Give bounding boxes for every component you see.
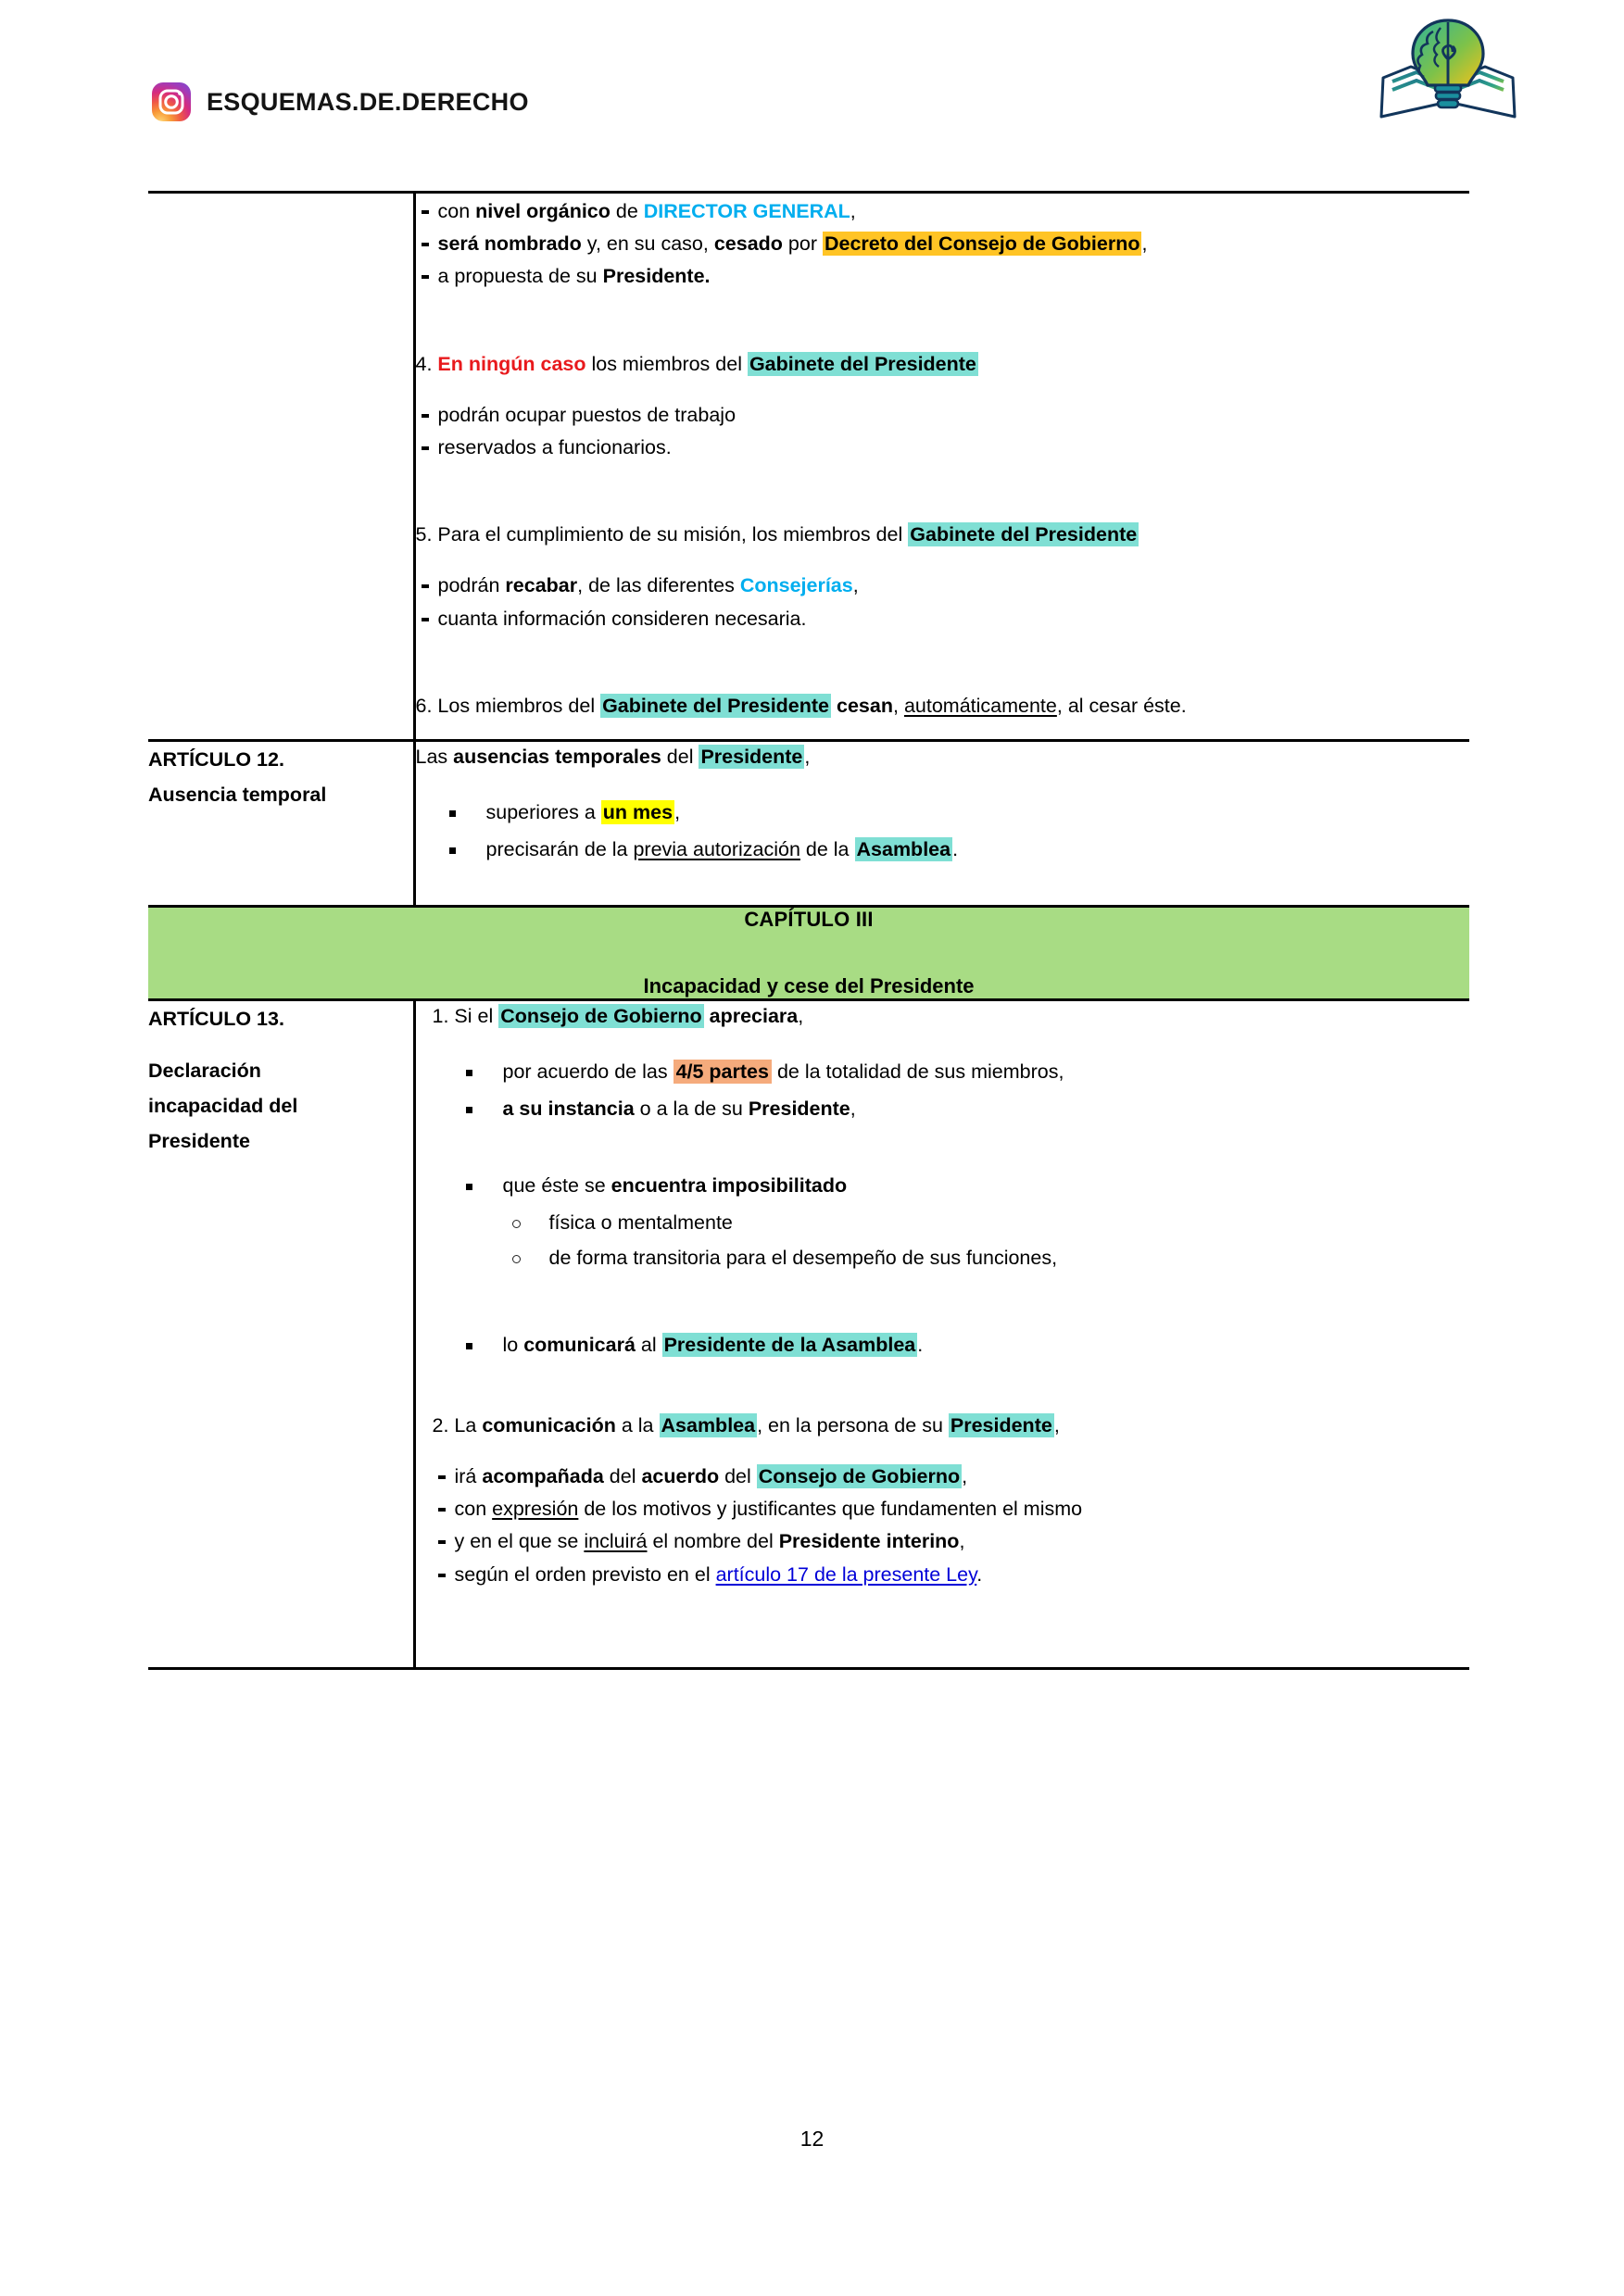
highlighted-text: Gabinete del Presidente [749,352,976,375]
list-item [416,197,1470,226]
article-13-item2-lead-text [448,1413,1059,1437]
highlighted-text: Gabinete del Presidente [602,694,830,717]
highlighted-text: Presidente [700,745,803,768]
text-run: Si el [448,1004,499,1027]
text-run: según el orden previsto en el [454,1562,716,1586]
spacer [416,721,1470,739]
text-run: podrán [437,574,506,597]
table-row-articulo-13 [148,999,1469,1668]
text-run: , [674,801,681,824]
numbered-paragraph-4 [416,349,1470,379]
text-run: de la totalidad de sus miembros, [771,1060,1064,1083]
underlined-text: expresión [492,1498,579,1521]
text-run: Presidente interino [778,1530,960,1553]
text-run: apreciara [709,1004,799,1027]
highlighted-text: un mes [602,801,674,824]
article-12-number: ARTÍCULO 12. [148,747,284,771]
item-number: 5. [415,523,433,546]
spacer [433,1031,1470,1049]
text-run: del [719,1465,757,1488]
lead-bullet-list [416,197,1470,292]
text-run: Para el cumplimiento de su misión, los miembros del [437,523,909,546]
article-12-content-cell [414,740,1469,906]
item5-bullet-text-0 [438,574,859,596]
text-run: de la [799,838,855,861]
text-run: o a la de su [634,1097,749,1120]
highlighted-text: Presidente de la Asamblea [663,1333,916,1356]
inline-link[interactable]: artículo 17 de la presente Ley [715,1562,977,1586]
numbered-paragraph-6 [416,691,1470,721]
text-run: , en la persona de su [757,1413,949,1437]
continuation-content-cell [414,193,1469,741]
spacer [416,379,1470,397]
spacer [416,549,1470,568]
text-run: irá [454,1465,483,1488]
numbered-paragraph-5 [416,520,1470,549]
item5-lead-text [437,522,1139,546]
text-run: con [454,1498,493,1521]
table-row-chapter-banner [148,906,1469,999]
text-run: comunicación [482,1413,616,1437]
text-run: lo [502,1333,524,1356]
text-run: cesan [837,694,893,717]
list-item [416,835,1470,864]
text-run: reservados a funcionarios. [437,435,672,458]
text-run: , [1053,1413,1060,1437]
list-item [433,1058,1470,1086]
text-run: En ningún caso [437,352,586,375]
numbered-paragraph-2 [433,1411,1470,1440]
text-run: , [959,1530,965,1553]
item-number: 2. [432,1413,449,1437]
text-run: , [852,574,859,597]
article-12-lead-text [416,745,811,769]
article-13-item1-subbullet-0 [549,1211,733,1234]
text-run: del [661,745,699,768]
page-number: 12 [799,2127,825,2151]
page-header [0,0,1624,185]
text-run: a la [615,1413,660,1437]
text-run: , al cesar éste. [1056,694,1187,717]
text-run: precisarán de la [485,838,634,861]
text-run: de [610,200,644,222]
table-row-continuation [148,193,1469,741]
article-13-item2-bullet-2 [455,1530,965,1552]
list-item [416,433,1470,462]
article-12-bullet-list [416,798,1470,864]
item-number: 1. [432,1004,449,1027]
text-run: Los miembros del [437,694,601,717]
article-13-content-cell [414,999,1469,1668]
brand-block [151,82,529,122]
article-label-cell-empty [148,193,414,741]
text-run: , [962,1465,968,1488]
list-item [416,262,1470,291]
article-13-number: ARTÍCULO 13. [148,1007,284,1030]
spacer [433,1368,1470,1411]
table-row-articulo-12 [148,740,1469,906]
text-run: acompañada [482,1465,604,1488]
article-13-item1-lead-text [448,1004,803,1028]
chapter-banner [148,906,1469,999]
text-run: física o mentalmente [548,1211,733,1235]
text-run: acuerdo [641,1465,720,1488]
article-13-label-cell [148,999,414,1668]
text-run: al [635,1333,662,1356]
spacer [433,1440,1470,1459]
text-run: con [437,200,476,222]
article-13-title-line2: incapacidad del [148,1095,298,1118]
spacer [433,1647,1470,1667]
list-item [433,1209,1470,1237]
list-item [416,798,1470,827]
list-item [433,1462,1470,1491]
item1-sub-bullet-list [433,1209,1470,1273]
item4-bullet-text-0 [438,404,736,426]
brand-name: ESQUEMAS.DE.DERECHO [207,87,529,116]
text-run: el nombre del [647,1530,779,1553]
text-run: de los motivos y justificantes que fundamenten el mismo [578,1498,1083,1521]
text-run: encuentra imposibilitado [611,1174,848,1198]
text-run: recabar [505,574,578,597]
spacer [433,1280,1470,1323]
text-run: Las [415,745,454,768]
text-run: a su instancia [502,1097,635,1120]
item1-bullet-c [433,1331,1470,1360]
item-number: 6. [415,694,433,717]
article-13-title-line3: Presidente [148,1130,250,1153]
document-table [148,191,1469,1670]
item1-bullet-list-a [433,1058,1470,1123]
text-run: cesado [713,232,783,256]
article-13-item2-bullet-0 [455,1464,968,1488]
item1-bullet-b [433,1172,1470,1200]
text-run: . [976,1562,983,1586]
article-13-item2-bullet-1 [455,1498,1083,1520]
item5-bullet-list [416,571,1470,633]
highlighted-text: Consejo de Gobierno [758,1465,961,1488]
highlighted-text: 4/5 partes [674,1060,772,1084]
spacer [416,466,1470,520]
text-run: por acuerdo de las [502,1060,674,1083]
text-run: nivel orgánico [475,200,611,222]
lead-bullet-text-1 [438,232,1148,256]
highlighted-text: Asamblea [661,1413,756,1437]
highlighted-text: Asamblea [856,838,951,861]
spacer [148,1036,413,1053]
highlighted-text: Decreto del Consejo de Gobierno [824,232,1140,256]
item4-lead-text [437,352,977,376]
spacer [416,637,1470,691]
numbered-paragraph-1 [433,1001,1470,1031]
text-run: La [448,1413,483,1437]
list-item [416,605,1470,634]
list-item[interactable] [433,1561,1470,1589]
text-run: será nombrado [437,232,582,256]
text-run: superiores a [485,801,601,824]
chapter-subtitle: Incapacidad y cese del Presidente [643,973,975,997]
list-item [433,1095,1470,1123]
list-item [433,1331,1470,1360]
text-run: podrán ocupar puestos de trabajo [437,403,736,426]
text-run: Presidente. [602,265,711,288]
article-13-item1-bullet-1 [503,1098,856,1120]
underlined-text: automáticamente [903,694,1057,717]
item2-bullet-list [433,1462,1470,1589]
spacer [416,772,1470,790]
spacer [433,1132,1470,1163]
lead-bullet-text-2 [438,265,711,287]
item6-text [437,694,1186,718]
list-item [433,1172,1470,1200]
text-run: , [804,745,811,768]
text-run: y en el que se [454,1530,585,1553]
list-item [416,571,1470,600]
spacer [416,295,1470,349]
text-run: , [798,1004,804,1027]
text-run: , [850,200,856,222]
text-run: . [952,838,959,861]
instagram-icon [151,82,192,122]
item4-bullet-list [416,401,1470,462]
list-item [416,230,1470,258]
text-run: de forma transitoria para el desempeño de sus funciones, [548,1247,1058,1270]
item4-bullet-text-1 [438,436,672,458]
text-run: Consejerías [739,574,853,597]
text-run: Presidente [748,1097,850,1120]
text-run: los miembros del [585,352,748,375]
item5-bullet-text-1 [438,608,807,630]
text-run: , de las diferentes [577,574,740,597]
list-item [416,401,1470,430]
highlighted-text: Gabinete del Presidente [910,523,1138,546]
article-12-title: Ausencia temporal [148,784,327,807]
text-run: que éste se [502,1174,611,1198]
text-run: del [603,1465,642,1488]
text-run: y, en su caso, [581,232,714,256]
article-13-title-line1: Declaración [148,1059,261,1082]
text-run: DIRECTOR GENERAL [643,200,850,222]
article-13-item1-bullet-b [503,1174,848,1197]
chapter-title: CAPÍTULO III [744,907,874,931]
lead-bullet-text-0 [438,200,856,222]
article-12-label-cell [148,740,414,906]
text-run: a propuesta de su [437,265,603,288]
highlighted-text: Presidente [950,1413,1052,1437]
text-run: , [892,694,904,717]
article-12-bullet-text-1 [486,837,959,861]
text-run: . [917,1333,924,1356]
text-run: , [1141,232,1148,256]
text-run: ausencias temporales [453,745,661,768]
text-run: comunicará [523,1333,636,1356]
article-13-item2-bullet-3 [455,1563,983,1586]
article-12-bullet-text-0 [486,800,681,824]
article-13-item1-bullet-0 [503,1060,1064,1084]
underlined-text: incluirá [584,1530,648,1553]
list-item [433,1495,1470,1524]
highlighted-text: Consejo de Gobierno [500,1004,702,1027]
list-item [433,1527,1470,1556]
list-item [433,1244,1470,1273]
brain-lightbulb-book-logo [1355,13,1541,124]
text-run: por [782,232,823,256]
article-13-item1-bullet-c [503,1333,924,1357]
text-run: cuanta información consideren necesaria. [437,607,807,630]
article-12-lead [416,742,1470,772]
spacer [416,873,1470,905]
text-run: , [850,1097,856,1120]
underlined-text: previa autorización [633,838,800,861]
item-number: 4. [415,352,433,375]
article-13-item1-subbullet-1 [549,1247,1058,1269]
spacer [433,1593,1470,1647]
